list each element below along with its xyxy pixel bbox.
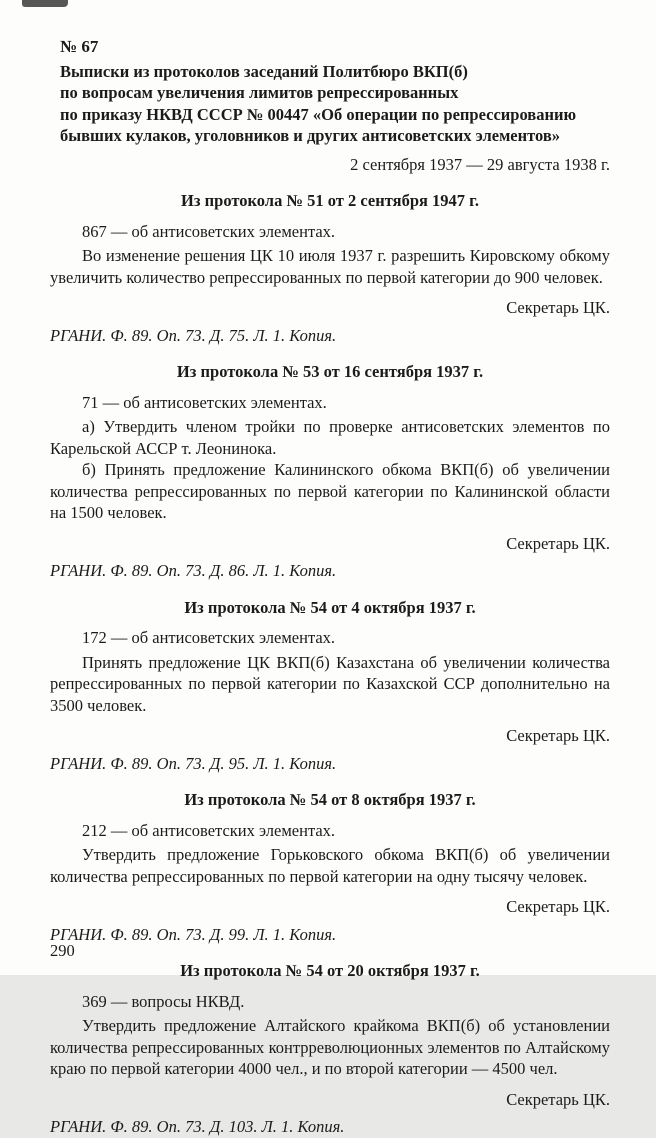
protocol-section <box>50 361 610 582</box>
signature-line: Секретарь ЦК. <box>506 897 610 916</box>
page-number: 290 <box>50 940 75 960</box>
section-heading: Из протокола № 54 от 20 октября 1937 г. <box>180 961 480 980</box>
agenda-item: 71 — об антисоветских элементах. <box>82 392 327 412</box>
body-paragraph: Утвердить предложение Алтайского крайкома ВКП(б) об установлении количества репрессированных контрреволюционных элементов по Алтайскому краю по первой категории 4000 чел., и по второй категории — 4500 чел. <box>50 1016 610 1078</box>
scan-artifact <box>22 0 68 7</box>
signature-line: Секретарь ЦК. <box>506 298 610 317</box>
signature-line: Секретарь ЦК. <box>506 533 610 553</box>
protocol-section <box>50 597 610 775</box>
body-paragraph: Принять предложение ЦК ВКП(б) Казахстана об увеличении количества репрессированных по первой категории по Казахской ССР дополнительно на 3500 человек. <box>50 652 610 715</box>
archive-citation: РГАНИ. Ф. 89. Оп. 73. Д. 86. Л. 1. Копия. <box>50 561 337 580</box>
protocol-section <box>50 190 610 346</box>
protocol-section <box>50 960 610 1138</box>
protocol-section <box>50 789 610 945</box>
body-paragraph: б) Принять предложение Калининского обкома ВКП(б) об увеличении количества репрессированных по первой категории по Калининской области на 1500 человек. <box>50 460 610 522</box>
document-number: № 67 <box>60 37 99 56</box>
archive-citation: РГАНИ. Ф. 89. Оп. 73. Д. 103. Л. 1. Копия. <box>50 1117 345 1136</box>
section-heading: Из протокола № 51 от 2 сентября 1947 г. <box>181 191 479 210</box>
document-title-line: по вопросам увеличения лимитов репрессированных <box>60 83 459 102</box>
agenda-item: 867 — об антисоветских элементах. <box>82 221 336 241</box>
body-paragraph: а) Утвердить членом тройки по проверке антисоветских элементов по Карельской АССР т. Леонинока. <box>50 417 610 458</box>
agenda-item: 369 — вопросы НКВД. <box>82 991 245 1011</box>
document-title-line: по приказу НКВД СССР № 00447 «Об операции по репрессированию <box>60 104 577 124</box>
agenda-item: 172 — об антисоветских элементах. <box>82 628 336 647</box>
date-range: 2 сентября 1937 — 29 августа 1938 г. <box>350 154 610 174</box>
signature-line: Секретарь ЦК. <box>506 726 610 745</box>
signature-line: Секретарь ЦК. <box>506 1089 610 1109</box>
document-title-line: Выписки из протоколов заседаний Политбюро ВКП(б) <box>60 61 468 81</box>
section-heading: Из протокола № 53 от 16 сентября 1937 г. <box>176 362 484 381</box>
archive-citation: РГАНИ. Ф. 89. Оп. 73. Д. 75. Л. 1. Копия. <box>50 325 337 345</box>
archive-citation: РГАНИ. Ф. 89. Оп. 73. Д. 95. Л. 1. Копия. <box>50 753 337 773</box>
agenda-item: 212 — об антисоветских элементах. <box>82 820 336 840</box>
document-title-line: бывших кулаков, уголовников и других антисоветских элементов» <box>60 126 561 145</box>
body-paragraph: Утвердить предложение Горьковского обкома ВКП(б) об увеличении количества репрессированных по первой категории на одну тысячу человек. <box>50 845 610 886</box>
section-heading: Из протокола № 54 от 8 октября 1937 г. <box>184 790 476 809</box>
body-paragraph: Во изменение решения ЦК 10 июля 1937 г. разрешить Кировскому обкому увеличить количество репрессированных по первой категории до 900 человек. <box>50 246 610 287</box>
section-heading: Из протокола № 54 от 4 октября 1937 г. <box>184 597 476 617</box>
document-title <box>50 61 610 147</box>
archive-citation: РГАНИ. Ф. 89. Оп. 73. Д. 99. Л. 1. Копия. <box>50 924 337 944</box>
